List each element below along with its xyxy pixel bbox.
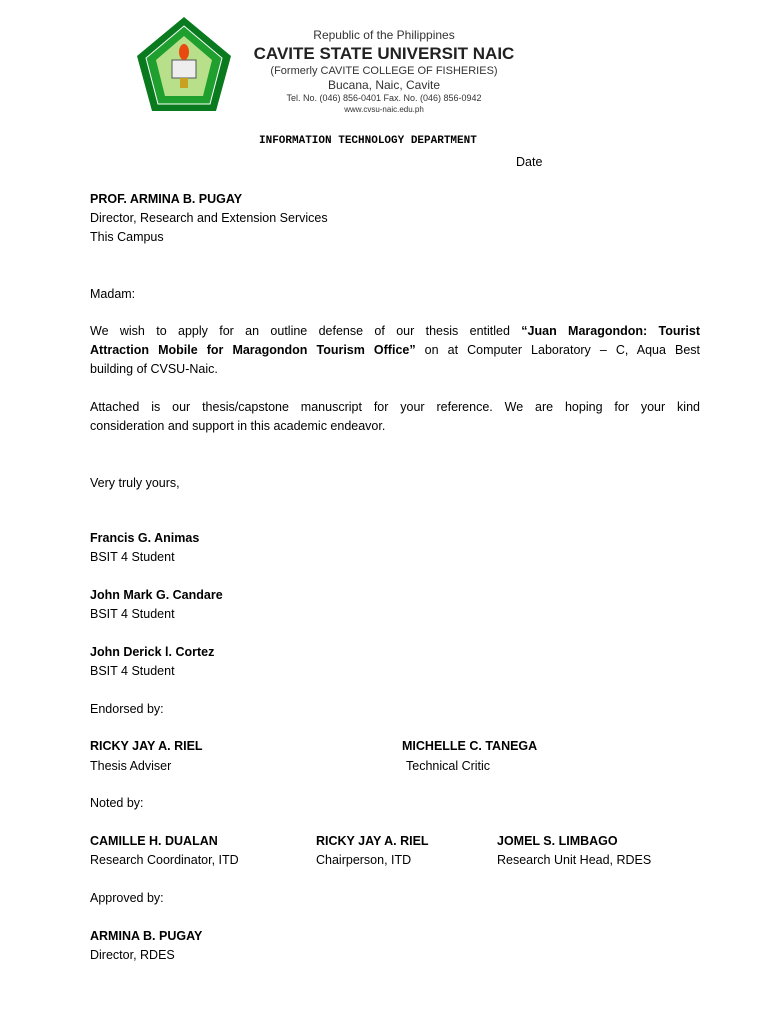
paragraph-2-line-2: consideration and support in this academic endeavor. (90, 419, 386, 433)
noted-label: Noted by: (90, 796, 144, 810)
department-title: INFORMATION TECHNOLOGY DEPARTMENT (259, 135, 477, 147)
paragraph-1-line-2 (90, 342, 700, 358)
noter-role: Research Coordinator, ITD (90, 853, 239, 867)
student-name: Francis G. Animas (90, 531, 200, 545)
endorsed-label: Endorsed by: (90, 702, 164, 716)
address-line: Bucana, Naic, Cavite (327, 78, 441, 92)
approved-label: Approved by: (90, 891, 164, 905)
closing: Very truly yours, (90, 476, 180, 490)
formerly-line: (Formerly CAVITE COLLEGE OF FISHERIES) (270, 65, 498, 77)
student-name: John Mark G. Candare (90, 588, 223, 602)
student-name: John Derick l. Cortez (90, 645, 215, 659)
noter-name: CAMILLE H. DUALAN (90, 834, 218, 848)
paragraph-1-line-3: building of CVSU-Naic. (90, 362, 218, 376)
republic-line: Republic of the Philippines (313, 28, 455, 42)
thesis-title-part1: “Juan Maragondon: Tourist (521, 324, 700, 338)
approver-name: ARMINA B. PUGAY (90, 929, 203, 943)
noter-role: Chairperson, ITD (316, 853, 412, 867)
recipient-name: PROF. ARMINA B. PUGAY (90, 192, 243, 206)
phone-line: Tel. No. (046) 856-0401 Fax. No. (046) 856-0942 (286, 93, 482, 103)
website-line: www.cvsu-naic.edu.ph (344, 105, 424, 114)
noter-name: JOMEL S. LIMBAGO (497, 834, 618, 848)
p1-text: We wish to apply for an outline defense of our thesis entitled (90, 324, 522, 338)
university-name: CAVITE STATE UNIVERSIT NAIC (253, 44, 515, 63)
noter-name: RICKY JAY A. RIEL (316, 834, 429, 848)
student-role: BSIT 4 Student (90, 664, 175, 678)
noter-role: Research Unit Head, RDES (497, 853, 652, 867)
salutation: Madam: (90, 287, 136, 301)
endorser-name: RICKY JAY A. RIEL (90, 739, 203, 753)
endorser-name: MICHELLE C. TANEGA (402, 739, 538, 753)
thesis-title-part2: Attraction Mobile for Maragondon Tourism Office” (90, 343, 416, 357)
endorser-role: Thesis Adviser (90, 759, 172, 773)
student-role: BSIT 4 Student (90, 550, 175, 564)
recipient-place: This Campus (90, 230, 164, 244)
endorser-role: Technical Critic (406, 759, 491, 773)
approver-role: Director, RDES (90, 948, 175, 962)
student-role: BSIT 4 Student (90, 607, 175, 621)
p1-text: on at Computer Laboratory – C, Aqua Best (415, 343, 700, 357)
paragraph-1-line-1 (90, 323, 700, 339)
recipient-title: Director, Research and Extension Services (90, 211, 328, 225)
date-label: Date (516, 155, 543, 169)
paragraph-2-line-1: Attached is our thesis/capstone manuscript for your reference. We are hoping for your kind (90, 400, 700, 414)
